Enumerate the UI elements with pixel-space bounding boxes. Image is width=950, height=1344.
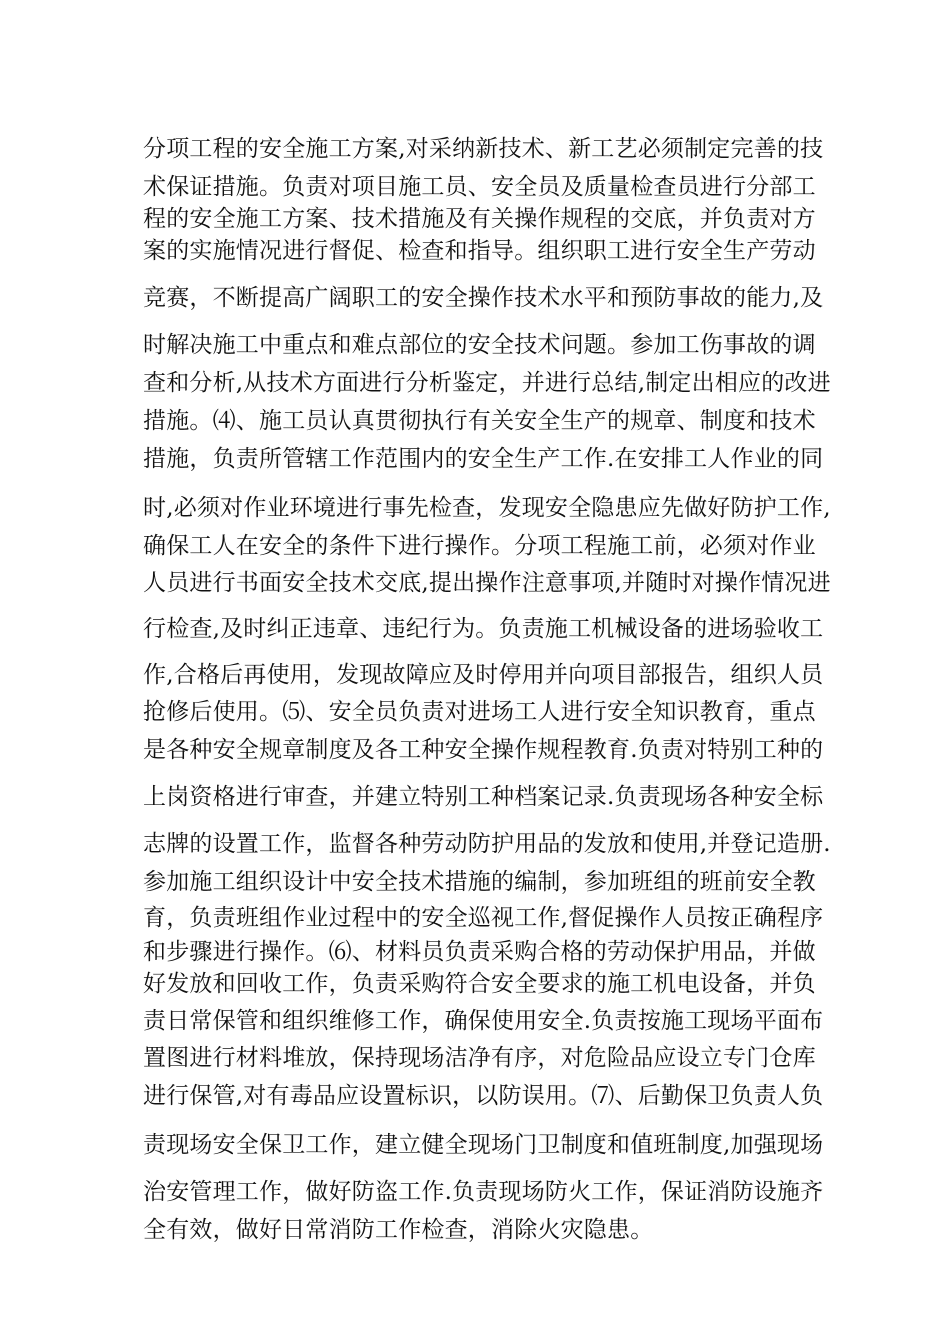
text-line: 术保证措施。负责对项目施工员、安全员及质量检查员进行分部工	[143, 174, 816, 200]
text-line: 好发放和回收工作，负责采购符合安全要求的施工机电设备，并负	[143, 971, 816, 997]
text-line: 育，负责班组作业过程中的安全巡视工作,督促操作人员按正确程序	[143, 905, 824, 931]
text-line: 案的实施情况进行督促、检查和指导。组织职工进行安全生产劳动	[143, 238, 816, 264]
text-line: 志牌的设置工作，监督各种劳动防护用品的发放和使用,并登记造册.	[143, 831, 831, 857]
text-line: 全有效，做好日常消防工作检查，消除火灾隐患。	[143, 1217, 654, 1243]
text-line: 进行保管,对有毒品应设置标识，以防误用。⑺、后勤保卫负责人负	[143, 1083, 824, 1109]
text-line: 查和分析,从技术方面进行分析鉴定，并进行总结,制定出相应的改进	[143, 370, 831, 396]
text-line: 责现场安全保卫工作，建立健全现场门卫制度和值班制度,加强现场	[143, 1132, 824, 1158]
text-line: 上岗资格进行审查，并建立特别工种档案记录.负责现场各种安全标	[143, 784, 824, 810]
text-line: 责日常保管和组织维修工作，确保使用安全.负责按施工现场平面布	[143, 1008, 824, 1034]
text-line: 行检查,及时纠正违章、违纪行为。负责施工机械设备的进场验收工	[143, 616, 824, 642]
text-line: 抢修后使用。⑸、安全员负责对进场工人进行安全知识教育，重点	[143, 699, 816, 725]
text-line: 措施，负责所管辖工作范围内的安全生产工作.在安排工人作业的同	[143, 446, 824, 472]
text-line: 是各种安全规章制度及各工种安全操作规程教育.负责对特别工种的	[143, 737, 824, 763]
text-line: 和步骤进行操作。⑹、材料员负责采购合格的劳动保护用品，并做	[143, 939, 816, 965]
text-line: 人员进行书面安全技术交底,提出操作注意事项,并随时对操作情况进	[143, 570, 831, 596]
text-line: 竞赛，不断提高广阔职工的安全操作技术水平和预防事故的能力,及	[143, 285, 824, 311]
text-line: 作,合格后再使用，发现故障应及时停用并向项目部报告，组织人员	[143, 662, 824, 688]
text-line: 时,必须对作业环境进行事先检查，发现安全隐患应先做好防护工作,	[143, 495, 831, 521]
text-line: 分项工程的安全施工方案,对采纳新技术、新工艺必须制定完善的技	[143, 136, 824, 162]
text-line: 确保工人在安全的条件下进行操作。分项工程施工前，必须对作业	[143, 533, 816, 559]
text-line: 置图进行材料堆放，保持现场洁净有序，对危险品应设立专门仓库	[143, 1045, 816, 1071]
text-line: 措施。⑷、施工员认真贯彻执行有关安全生产的规章、制度和技术	[143, 408, 816, 434]
text-line: 时解决施工中重点和难点部位的安全技术问题。参加工伤事故的调	[143, 332, 816, 358]
text-line: 治安管理工作，做好防盗工作.负责现场防火工作，保证消防设施齐	[143, 1179, 824, 1205]
text-line: 程的安全施工方案、技术措施及有关操作规程的交底，并负责对方	[143, 206, 816, 232]
text-line: 参加施工组织设计中安全技术措施的编制，参加班组的班前安全教	[143, 869, 816, 895]
